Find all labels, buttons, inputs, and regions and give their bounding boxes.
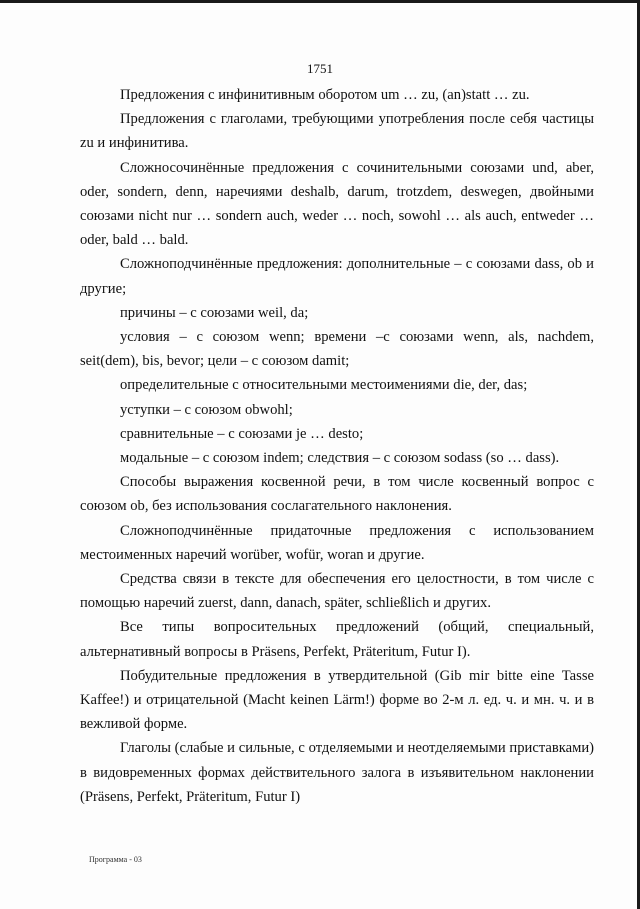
paragraph: Сложноподчинённые предложения: дополнительные – с союзами dass, ob и другие; (80, 256, 594, 297)
paragraph: причины – с союзами weil, da; (120, 304, 309, 321)
paragraph: Сложноподчинённые придаточные предложения с использованием местоименных наречий worüber, wofür, woran и другие. (80, 522, 594, 563)
page-footer: Программа - 03 (89, 855, 142, 864)
paragraph: Побудительные предложения в утвердительной (Gib mir bitte eine Tasse Kaffee!) и отрицательной (Macht keinen Lärm!) форме во 2-м л. ед. ч. и мн. ч. и в вежливой форме. (80, 667, 594, 733)
paragraph: условия – с союзом wenn; времени –с союзами wenn, als, nachdem, seit(dem), bis, bevor; цели – с союзом damit; (80, 329, 594, 370)
paragraph: Предложения с инфинитивным оборотом um … zu, (an)statt … zu. (120, 87, 530, 103)
page-content (80, 83, 594, 809)
page-number: 1751 (307, 61, 333, 76)
paragraph: уступки – с союзом obwohl; (120, 401, 293, 418)
paragraph: Сложносочинённые предложения с сочинительными союзами und, aber, oder, sondern, denn, наречиями deshalb, darum, trotzdem, deswegen, двойными союзами nicht nur … sondern auch, weder … noch, sowohl … als auch, entweder … oder, bald … bald. (80, 159, 594, 249)
paragraph: определительные с относительными местоимениями die, der, das; (120, 377, 528, 394)
paragraph: Все типы вопросительных предложений (общий, специальный, альтернативный вопросы в Präsens, Perfekt, Präteritum, Futur I). (80, 619, 594, 660)
paragraph: Предложения с глаголами, требующими употребления после себя частицы zu и инфинитива. (80, 111, 594, 152)
paragraph: Глаголы (слабые и сильные, с отделяемыми и неотделяемыми приставками) в видовременных формах действительного залога в изъявительном наклонении (Präsens, Perfekt, Präteritum, Futur I) (80, 740, 594, 805)
paragraph: сравнительные – с союзами je … desto; (120, 425, 364, 442)
paragraph: Средства связи в тексте для обеспечения его целостности, в том числе с помощью наречий zuerst, dann, danach, später, schließlich и других. (80, 571, 594, 612)
paragraph: модальные – с союзом indem; следствия – с союзом sodass (so … dass). (120, 450, 560, 467)
paragraph: Способы выражения косвенной речи, в том числе косвенный вопрос с союзом ob, без использования сослагательного наклонения. (80, 474, 594, 515)
